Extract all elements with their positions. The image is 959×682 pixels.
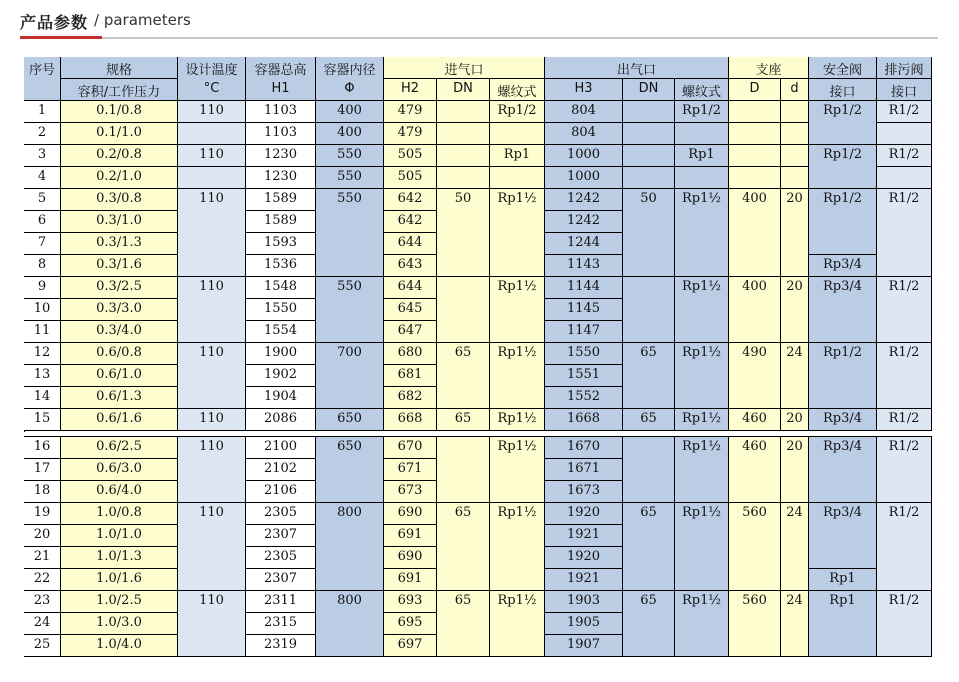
header-safety-valve-sub: 接口 xyxy=(809,79,877,101)
cell-outlet-thread-group: Rp1 xyxy=(675,145,729,167)
header-safety-valve: 安全阀 xyxy=(809,57,877,79)
cell-drain-valve-port-group: R1/2 xyxy=(877,409,932,431)
cell-total-height: 2319 xyxy=(246,635,316,657)
cell-inner-diameter-group: 800 xyxy=(316,503,384,591)
header-outlet-thread: 螺纹式 xyxy=(675,79,729,101)
cell-total-height: 1904 xyxy=(246,387,316,409)
cell-inlet-h2: 644 xyxy=(384,233,437,255)
cell-total-height: 2307 xyxy=(246,525,316,547)
cell-safety-valve-port-group: Rp3/4 xyxy=(809,437,877,503)
cell-spec: 1.0/3.0 xyxy=(61,613,178,635)
cell-inlet-h2: 670 xyxy=(384,437,437,459)
cell-support-d-large-group: 400 xyxy=(729,189,781,277)
header-inlet-thread: 螺纹式 xyxy=(490,79,545,101)
cell-total-height: 1902 xyxy=(246,365,316,387)
cell-design-temp-group: 110 xyxy=(178,409,246,431)
cell-spec: 0.6/1.0 xyxy=(61,365,178,387)
cell-support-d-large-group: 460 xyxy=(729,409,781,431)
cell-seq: 14 xyxy=(24,387,61,409)
cell-outlet-h3: 1551 xyxy=(545,365,623,387)
header-drain-valve: 排污阀 xyxy=(877,57,932,79)
cell-outlet-thread-group: Rp1½ xyxy=(675,591,729,657)
cell-outlet-h3: 1000 xyxy=(545,167,623,189)
header-total-height-label: 容器总高 xyxy=(254,62,307,78)
cell-spec: 0.6/1.6 xyxy=(61,409,178,431)
cell-spec: 1.0/1.3 xyxy=(61,547,178,569)
cell-outlet-thread-group: Rp1½ xyxy=(675,343,729,409)
cell-inlet-h2: 668 xyxy=(384,409,437,431)
cell-support-d-large-group xyxy=(729,145,781,167)
cell-safety-valve-port-group: Rp1/2 xyxy=(809,101,877,145)
cell-spec: 0.6/2.5 xyxy=(61,437,178,459)
cell-outlet-h3: 1242 xyxy=(545,189,623,211)
cell-support-d-small-group xyxy=(781,167,809,189)
cell-seq: 8 xyxy=(24,255,61,277)
header-seq: 序号 xyxy=(24,57,61,101)
cell-inner-diameter-group: 800 xyxy=(316,591,384,657)
cell-support-d-small-group: 24 xyxy=(781,591,809,657)
cell-inlet-dn-group xyxy=(437,277,490,343)
cell-inner-diameter-group: 550 xyxy=(316,167,384,189)
cell-spec: 0.3/3.0 xyxy=(61,299,178,321)
cell-seq: 10 xyxy=(24,299,61,321)
header-design-temp-label: 设计温度 xyxy=(185,62,238,78)
cell-outlet-thread-group: Rp1½ xyxy=(675,409,729,431)
cell-total-height: 2305 xyxy=(246,503,316,525)
title-divider xyxy=(20,37,938,39)
cell-spec: 1.0/1.0 xyxy=(61,525,178,547)
cell-outlet-dn-group: 65 xyxy=(623,343,675,409)
cell-outlet-dn-group xyxy=(623,123,675,145)
cell-inlet-h2: 682 xyxy=(384,387,437,409)
cell-support-d-small-group xyxy=(781,101,809,123)
cell-inlet-h2: 691 xyxy=(384,525,437,547)
cell-total-height: 1589 xyxy=(246,211,316,233)
cell-inlet-thread-group xyxy=(490,167,545,189)
cell-total-height: 1103 xyxy=(246,123,316,145)
cell-design-temp-group: 110 xyxy=(178,189,246,277)
cell-support-d-small-group: 20 xyxy=(781,277,809,343)
cell-outlet-h3: 1921 xyxy=(545,569,623,591)
cell-seq: 3 xyxy=(24,145,61,167)
cell-inlet-thread-group: Rp1½ xyxy=(490,343,545,409)
cell-seq: 23 xyxy=(24,591,61,613)
cell-support-d-small-group xyxy=(781,145,809,167)
cell-support-d-large-group: 560 xyxy=(729,591,781,657)
cell-spec: 0.1/0.8 xyxy=(61,101,178,123)
cell-safety-valve-port-group: Rp1 xyxy=(809,591,877,657)
header-drain-valve-sub: 接口 xyxy=(877,79,932,101)
cell-drain-valve-port-group xyxy=(877,123,932,145)
cell-outlet-thread-group: Rp1½ xyxy=(675,189,729,277)
cell-safety-valve-port-group: Rp3/4 xyxy=(809,277,877,343)
cell-seq: 19 xyxy=(24,503,61,525)
cell-outlet-h3: 1144 xyxy=(545,277,623,299)
cell-design-temp-group: 110 xyxy=(178,145,246,167)
cell-spec: 0.6/0.8 xyxy=(61,343,178,365)
page-subtitle: / parameters xyxy=(94,11,191,29)
header-outlet-dn: DN xyxy=(623,79,675,101)
header-design-temp xyxy=(178,57,246,101)
cell-seq: 12 xyxy=(24,343,61,365)
cell-inlet-thread-group: Rp1½ xyxy=(490,437,545,503)
header-spec-sub: 容积/工作压力 xyxy=(61,79,178,101)
cell-seq: 20 xyxy=(24,525,61,547)
cell-seq: 22 xyxy=(24,569,61,591)
cell-total-height: 2305 xyxy=(246,547,316,569)
cell-total-height: 1230 xyxy=(246,167,316,189)
cell-inlet-dn-group: 65 xyxy=(437,503,490,591)
cell-design-temp-group: 110 xyxy=(178,343,246,409)
cell-seq: 6 xyxy=(24,211,61,233)
cell-inlet-h2: 643 xyxy=(384,255,437,277)
cell-seq: 17 xyxy=(24,459,61,481)
cell-support-d-large-group xyxy=(729,167,781,189)
cell-safety-valve-port-group: Rp3/4 xyxy=(809,255,877,277)
cell-seq: 2 xyxy=(24,123,61,145)
cell-spec: 0.3/0.8 xyxy=(61,189,178,211)
cell-total-height: 1548 xyxy=(246,277,316,299)
cell-total-height: 1593 xyxy=(246,233,316,255)
cell-seq: 5 xyxy=(24,189,61,211)
cell-inner-diameter-group: 650 xyxy=(316,409,384,431)
cell-inlet-h2: 479 xyxy=(384,101,437,123)
cell-inlet-h2: 642 xyxy=(384,211,437,233)
cell-inlet-h2: 647 xyxy=(384,321,437,343)
cell-inner-diameter-group: 550 xyxy=(316,277,384,343)
cell-inlet-dn-group xyxy=(437,123,490,145)
cell-inlet-h2: 693 xyxy=(384,591,437,613)
cell-outlet-h3: 1143 xyxy=(545,255,623,277)
cell-inlet-dn-group xyxy=(437,167,490,189)
cell-outlet-h3: 1921 xyxy=(545,525,623,547)
cell-outlet-h3: 1920 xyxy=(545,503,623,525)
cell-spec: 0.1/1.0 xyxy=(61,123,178,145)
header-support: 支座 xyxy=(729,57,809,79)
cell-outlet-dn-group xyxy=(623,277,675,343)
cell-outlet-h3: 804 xyxy=(545,123,623,145)
cell-inlet-dn-group: 50 xyxy=(437,189,490,277)
cell-spec: 1.0/1.6 xyxy=(61,569,178,591)
cell-drain-valve-port-group: R1/2 xyxy=(877,503,932,591)
cell-inlet-dn-group xyxy=(437,437,490,503)
cell-outlet-h3: 804 xyxy=(545,101,623,123)
cell-inlet-thread-group: Rp1½ xyxy=(490,503,545,591)
header-design-temp-unit: °C xyxy=(203,80,220,96)
cell-total-height: 1550 xyxy=(246,299,316,321)
cell-outlet-thread-group: Rp1½ xyxy=(675,277,729,343)
header-support-d-large: D xyxy=(729,79,781,101)
cell-support-d-large-group xyxy=(729,101,781,123)
cell-total-height: 1589 xyxy=(246,189,316,211)
cell-total-height: 2086 xyxy=(246,409,316,431)
cell-outlet-thread-group xyxy=(675,167,729,189)
cell-outlet-h3: 1242 xyxy=(545,211,623,233)
cell-seq: 7 xyxy=(24,233,61,255)
cell-spec: 0.3/2.5 xyxy=(61,277,178,299)
cell-outlet-h3: 1244 xyxy=(545,233,623,255)
cell-support-d-small-group: 20 xyxy=(781,437,809,503)
cell-safety-valve-port-group: Rp1/2 xyxy=(809,145,877,189)
cell-seq: 9 xyxy=(24,277,61,299)
cell-safety-valve-port-group: Rp3/4 xyxy=(809,503,877,569)
cell-inlet-thread-group: Rp1 xyxy=(490,145,545,167)
cell-design-temp-group: 110 xyxy=(178,503,246,591)
page-title: 产品参数 xyxy=(20,13,89,32)
cell-design-temp-group xyxy=(178,123,246,145)
cell-seq: 1 xyxy=(24,101,61,123)
cell-drain-valve-port-group: R1/2 xyxy=(877,101,932,123)
cell-drain-valve-port-group: R1/2 xyxy=(877,437,932,503)
cell-inlet-h2: 680 xyxy=(384,343,437,365)
cell-total-height: 2315 xyxy=(246,613,316,635)
cell-outlet-h3: 1671 xyxy=(545,459,623,481)
cell-total-height: 2100 xyxy=(246,437,316,459)
cell-safety-valve-port-group: Rp3/4 xyxy=(809,409,877,431)
cell-total-height: 2106 xyxy=(246,481,316,503)
cell-inlet-h2: 697 xyxy=(384,635,437,657)
cell-spec: 0.3/1.0 xyxy=(61,211,178,233)
cell-inlet-h2: 690 xyxy=(384,503,437,525)
cell-seq: 21 xyxy=(24,547,61,569)
cell-seq: 15 xyxy=(24,409,61,431)
cell-inlet-thread-group: Rp1½ xyxy=(490,591,545,657)
cell-inlet-h2: 642 xyxy=(384,189,437,211)
cell-support-d-large-group xyxy=(729,123,781,145)
cell-inlet-h2: 645 xyxy=(384,299,437,321)
cell-design-temp-group: 110 xyxy=(178,101,246,123)
cell-seq: 25 xyxy=(24,635,61,657)
header-outlet: 出气口 xyxy=(545,57,729,79)
cell-support-d-large-group: 400 xyxy=(729,277,781,343)
table-section-gap-border xyxy=(24,436,932,437)
cell-outlet-dn-group xyxy=(623,145,675,167)
cell-spec: 0.6/3.0 xyxy=(61,459,178,481)
cell-total-height: 2311 xyxy=(246,591,316,613)
cell-drain-valve-port-group: R1/2 xyxy=(877,343,932,409)
header-total-height xyxy=(246,57,316,101)
header-inlet: 进气口 xyxy=(384,57,545,79)
cell-inner-diameter-group: 550 xyxy=(316,189,384,277)
cell-outlet-h3: 1905 xyxy=(545,613,623,635)
cell-inner-diameter-group: 400 xyxy=(316,101,384,123)
cell-seq: 24 xyxy=(24,613,61,635)
cell-inlet-h2: 695 xyxy=(384,613,437,635)
cell-inlet-thread-group: Rp1½ xyxy=(490,409,545,431)
cell-outlet-dn-group xyxy=(623,101,675,123)
cell-outlet-thread-group: Rp1/2 xyxy=(675,101,729,123)
cell-outlet-h3: 1668 xyxy=(545,409,623,431)
cell-inlet-thread-group: Rp1½ xyxy=(490,189,545,277)
cell-spec: 0.6/1.3 xyxy=(61,387,178,409)
cell-total-height: 1536 xyxy=(246,255,316,277)
cell-seq: 4 xyxy=(24,167,61,189)
cell-inlet-dn-group xyxy=(437,145,490,167)
cell-drain-valve-port-group: R1/2 xyxy=(877,277,932,343)
cell-inlet-dn-group: 65 xyxy=(437,343,490,409)
cell-outlet-h3: 1145 xyxy=(545,299,623,321)
cell-inner-diameter-group: 550 xyxy=(316,145,384,167)
cell-outlet-thread-group xyxy=(675,123,729,145)
cell-outlet-h3: 1147 xyxy=(545,321,623,343)
cell-support-d-large-group: 460 xyxy=(729,437,781,503)
cell-inlet-h2: 505 xyxy=(384,145,437,167)
cell-inlet-h2: 505 xyxy=(384,167,437,189)
cell-inlet-dn-group: 65 xyxy=(437,409,490,431)
cell-spec: 1.0/2.5 xyxy=(61,591,178,613)
header-inner-diameter xyxy=(316,57,384,101)
cell-spec: 0.2/1.0 xyxy=(61,167,178,189)
cell-safety-valve-port-group: Rp1 xyxy=(809,569,877,591)
cell-spec: 0.3/1.6 xyxy=(61,255,178,277)
cell-outlet-h3: 1673 xyxy=(545,481,623,503)
cell-inlet-h2: 681 xyxy=(384,365,437,387)
cell-outlet-h3: 1550 xyxy=(545,343,623,365)
cell-outlet-thread-group: Rp1½ xyxy=(675,503,729,591)
cell-spec: 0.3/1.3 xyxy=(61,233,178,255)
page-header xyxy=(20,6,938,36)
cell-outlet-h3: 1552 xyxy=(545,387,623,409)
cell-inlet-thread-group: Rp1½ xyxy=(490,277,545,343)
cell-outlet-h3: 1903 xyxy=(545,591,623,613)
cell-inlet-h2: 644 xyxy=(384,277,437,299)
cell-design-temp-group: 110 xyxy=(178,437,246,503)
cell-inlet-dn-group: 65 xyxy=(437,591,490,657)
header-total-height-unit: H1 xyxy=(271,80,290,96)
cell-outlet-h3: 1670 xyxy=(545,437,623,459)
cell-inner-diameter-group: 650 xyxy=(316,437,384,503)
cell-spec: 0.2/0.8 xyxy=(61,145,178,167)
cell-seq: 16 xyxy=(24,437,61,459)
cell-support-d-small-group: 24 xyxy=(781,343,809,409)
header-inlet-h2: H2 xyxy=(384,79,437,101)
parameters-table xyxy=(24,57,932,663)
cell-seq: 11 xyxy=(24,321,61,343)
cell-outlet-dn-group: 65 xyxy=(623,503,675,591)
cell-support-d-small-group: 24 xyxy=(781,503,809,591)
cell-design-temp-group: 110 xyxy=(178,277,246,343)
cell-seq: 13 xyxy=(24,365,61,387)
cell-support-d-small-group: 20 xyxy=(781,189,809,277)
cell-support-d-small-group xyxy=(781,123,809,145)
cell-outlet-dn-group: 65 xyxy=(623,591,675,657)
cell-inlet-h2: 690 xyxy=(384,547,437,569)
cell-total-height: 1230 xyxy=(246,145,316,167)
cell-outlet-h3: 1000 xyxy=(545,145,623,167)
cell-outlet-h3: 1907 xyxy=(545,635,623,657)
cell-total-height: 1554 xyxy=(246,321,316,343)
title-accent-bar xyxy=(20,36,102,39)
cell-support-d-small-group: 20 xyxy=(781,409,809,431)
cell-total-height: 2102 xyxy=(246,459,316,481)
cell-inlet-h2: 673 xyxy=(384,481,437,503)
cell-safety-valve-port-group: Rp1/2 xyxy=(809,343,877,409)
cell-spec: 0.3/4.0 xyxy=(61,321,178,343)
cell-seq: 18 xyxy=(24,481,61,503)
cell-support-d-large-group: 490 xyxy=(729,343,781,409)
cell-spec: 1.0/0.8 xyxy=(61,503,178,525)
cell-spec: 1.0/4.0 xyxy=(61,635,178,657)
header-inlet-dn: DN xyxy=(437,79,490,101)
cell-total-height: 1103 xyxy=(246,101,316,123)
cell-drain-valve-port-group: R1/2 xyxy=(877,145,932,167)
header-inner-diameter-unit: Φ xyxy=(344,80,355,96)
cell-outlet-thread-group: Rp1½ xyxy=(675,437,729,503)
cell-design-temp-group xyxy=(178,167,246,189)
header-inner-diameter-label: 容器内径 xyxy=(323,62,376,78)
cell-inlet-h2: 671 xyxy=(384,459,437,481)
cell-support-d-large-group: 560 xyxy=(729,503,781,591)
cell-inner-diameter-group: 400 xyxy=(316,123,384,145)
cell-design-temp-group: 110 xyxy=(178,591,246,657)
cell-inlet-h2: 479 xyxy=(384,123,437,145)
header-spec: 规格 xyxy=(61,57,178,79)
cell-drain-valve-port-group xyxy=(877,167,932,189)
cell-inlet-h2: 691 xyxy=(384,569,437,591)
cell-drain-valve-port-group: R1/2 xyxy=(877,591,932,657)
cell-outlet-h3: 1920 xyxy=(545,547,623,569)
header-support-d-small: d xyxy=(781,79,809,101)
cell-drain-valve-port-group: R1/2 xyxy=(877,189,932,277)
cell-outlet-dn-group: 50 xyxy=(623,189,675,277)
cell-safety-valve-port-group: Rp1/2 xyxy=(809,189,877,255)
cell-total-height: 2307 xyxy=(246,569,316,591)
cell-inlet-thread-group xyxy=(490,123,545,145)
cell-inner-diameter-group: 700 xyxy=(316,343,384,409)
cell-inlet-dn-group xyxy=(437,101,490,123)
cell-outlet-dn-group: 65 xyxy=(623,409,675,431)
cell-spec: 0.6/4.0 xyxy=(61,481,178,503)
header-outlet-h3: H3 xyxy=(545,79,623,101)
cell-total-height: 1900 xyxy=(246,343,316,365)
cell-outlet-dn-group xyxy=(623,437,675,503)
cell-inlet-thread-group: Rp1/2 xyxy=(490,101,545,123)
cell-outlet-dn-group xyxy=(623,167,675,189)
